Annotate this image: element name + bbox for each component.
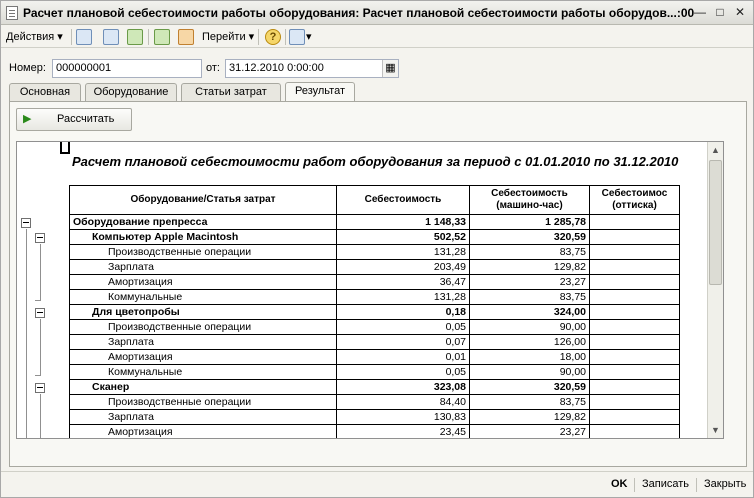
row-name-cell[interactable]: Оборудование препресса bbox=[70, 215, 337, 230]
toolbar-separator bbox=[285, 29, 286, 45]
outline-line bbox=[35, 375, 41, 376]
row-cost-per-hour-cell[interactable]: 129,82 bbox=[470, 410, 590, 425]
table-row bbox=[70, 365, 680, 380]
row-name-cell[interactable]: Производственные операции bbox=[70, 395, 337, 410]
row-cost-per-print-cell[interactable] bbox=[590, 410, 680, 425]
row-cost-cell[interactable]: 131,28 bbox=[337, 245, 470, 260]
window-title: Расчет плановой себестоимости работы оборудования: Расчет плановой себестоимости работы оборудов...:00 bbox=[23, 6, 695, 20]
row-cost-cell[interactable]: 23,45 bbox=[337, 425, 470, 440]
toolbar-separator bbox=[148, 29, 149, 45]
save-record-icon[interactable] bbox=[76, 29, 92, 45]
row-cost-per-hour-cell[interactable]: 90,00 bbox=[470, 365, 590, 380]
row-cost-per-print-cell[interactable] bbox=[590, 395, 680, 410]
row-name-cell[interactable]: Зарплата bbox=[70, 260, 337, 275]
cell-cursor bbox=[60, 141, 70, 154]
collapse-group-icon[interactable] bbox=[35, 383, 45, 393]
row-cost-cell[interactable]: 0,18 bbox=[337, 305, 470, 320]
table-row bbox=[70, 410, 680, 425]
row-cost-per-hour-cell[interactable]: 23,27 bbox=[470, 425, 590, 440]
cost-table bbox=[69, 185, 680, 439]
unpost-document-icon[interactable] bbox=[178, 29, 194, 45]
bottom-button-bar bbox=[1, 471, 753, 497]
row-name-cell[interactable]: Амортизация bbox=[70, 350, 337, 365]
tab-cost-items[interactable]: Статьи затрат bbox=[181, 83, 281, 101]
copy-icon[interactable] bbox=[127, 29, 143, 45]
outline-line bbox=[26, 229, 27, 439]
row-cost-per-hour-cell[interactable]: 23,27 bbox=[470, 275, 590, 290]
actions-menu[interactable]: Действия ▾ bbox=[6, 31, 63, 43]
tab-equipment[interactable]: Оборудование bbox=[85, 83, 177, 101]
table-row bbox=[70, 275, 680, 290]
outline-line bbox=[40, 394, 41, 439]
table-row bbox=[70, 335, 680, 350]
row-name-cell[interactable]: Зарплата bbox=[70, 410, 337, 425]
outline-line bbox=[40, 244, 41, 300]
row-cost-cell[interactable]: 502,52 bbox=[337, 230, 470, 245]
table-row bbox=[70, 230, 680, 245]
table-row bbox=[70, 290, 680, 305]
row-name-cell[interactable]: Амортизация bbox=[70, 275, 337, 290]
tab-result[interactable]: Результат bbox=[285, 82, 355, 102]
toolbar bbox=[1, 26, 753, 48]
report-spreadsheet[interactable] bbox=[16, 141, 724, 439]
goto-menu[interactable]: Перейти ▾ bbox=[202, 31, 255, 43]
button-separator bbox=[696, 478, 697, 492]
row-cost-per-hour-cell[interactable]: 129,82 bbox=[470, 260, 590, 275]
row-cost-cell[interactable]: 203,49 bbox=[337, 260, 470, 275]
calendar-icon[interactable]: ▦ bbox=[382, 60, 398, 77]
column-header-cost-per-hour: Себестоимость (машино-час) bbox=[470, 186, 590, 215]
vertical-scrollbar[interactable] bbox=[707, 142, 723, 438]
column-header-cost: Себестоимость bbox=[337, 186, 470, 215]
number-field[interactable]: 000000001 bbox=[52, 59, 202, 78]
row-name-cell[interactable]: Для цветопробы bbox=[70, 305, 337, 320]
refresh-icon[interactable] bbox=[103, 29, 119, 45]
row-cost-per-hour-cell[interactable]: 324,00 bbox=[470, 305, 590, 320]
date-value: 31.12.2010 0:00:00 bbox=[229, 62, 324, 74]
post-document-icon[interactable] bbox=[154, 29, 170, 45]
table-row bbox=[70, 260, 680, 275]
scroll-thumb[interactable] bbox=[709, 160, 722, 285]
row-cost-per-print-cell[interactable] bbox=[590, 335, 680, 350]
row-cost-cell[interactable]: 323,08 bbox=[337, 380, 470, 395]
row-cost-per-hour-cell[interactable]: 320,59 bbox=[470, 230, 590, 245]
table-row bbox=[70, 320, 680, 335]
column-header-equipment: Оборудование/Статья затрат bbox=[70, 186, 337, 215]
row-cost-per-print-cell[interactable] bbox=[590, 275, 680, 290]
table-row bbox=[70, 395, 680, 410]
row-cost-cell[interactable]: 0,05 bbox=[337, 320, 470, 335]
row-cost-cell[interactable]: 36,47 bbox=[337, 275, 470, 290]
column-header-cost-per-print: Себестоимос (оттиска) bbox=[590, 186, 680, 215]
save-button[interactable]: Записать bbox=[642, 478, 690, 490]
table-row bbox=[70, 425, 680, 440]
minimize-button[interactable]: — bbox=[694, 5, 706, 19]
row-name-cell[interactable]: Производственные операции bbox=[70, 245, 337, 260]
row-cost-cell[interactable]: 131,28 bbox=[337, 290, 470, 305]
row-cost-per-print-cell[interactable] bbox=[590, 425, 680, 440]
table-row bbox=[70, 380, 680, 395]
row-cost-cell[interactable]: 0,07 bbox=[337, 335, 470, 350]
row-cost-per-hour-cell[interactable]: 83,75 bbox=[470, 245, 590, 260]
date-label: от: bbox=[206, 62, 220, 74]
collapse-group-icon[interactable] bbox=[21, 218, 31, 228]
row-cost-per-print-cell[interactable] bbox=[590, 350, 680, 365]
title-bar bbox=[1, 1, 753, 25]
scroll-up-arrow[interactable]: ▲ bbox=[711, 145, 720, 155]
button-separator bbox=[634, 478, 635, 492]
row-cost-per-print-cell[interactable] bbox=[590, 260, 680, 275]
row-cost-cell[interactable]: 84,40 bbox=[337, 395, 470, 410]
number-label: Номер: bbox=[9, 62, 46, 74]
row-cost-cell[interactable]: 0,01 bbox=[337, 350, 470, 365]
structure-menu-arrow[interactable]: ▾ bbox=[306, 31, 312, 43]
table-row bbox=[70, 350, 680, 365]
row-cost-per-print-cell[interactable] bbox=[590, 365, 680, 380]
row-cost-per-print-cell[interactable] bbox=[590, 320, 680, 335]
date-field[interactable] bbox=[225, 59, 399, 78]
row-name-cell[interactable]: Компьютер Apple Macintosh bbox=[70, 230, 337, 245]
help-icon[interactable]: ? bbox=[265, 29, 281, 45]
play-icon: ▶ bbox=[23, 113, 32, 125]
row-cost-per-hour-cell[interactable]: 83,75 bbox=[470, 290, 590, 305]
document-icon bbox=[6, 6, 18, 20]
collapse-group-icon[interactable] bbox=[35, 233, 45, 243]
row-name-cell[interactable]: Производственные операции bbox=[70, 320, 337, 335]
structure-icon[interactable] bbox=[289, 29, 305, 45]
row-name-cell[interactable]: Коммунальные bbox=[70, 290, 337, 305]
row-cost-per-hour-cell[interactable]: 90,00 bbox=[470, 320, 590, 335]
row-cost-per-hour-cell[interactable]: 126,00 bbox=[470, 335, 590, 350]
row-name-cell[interactable]: Амортизация bbox=[70, 425, 337, 440]
close-window-button[interactable]: ✕ bbox=[734, 5, 746, 19]
row-name-cell[interactable]: Коммунальные bbox=[70, 365, 337, 380]
table-row bbox=[70, 215, 680, 230]
row-cost-per-hour-cell[interactable]: 1 285,78 bbox=[470, 215, 590, 230]
tab-main[interactable]: Основная bbox=[9, 83, 81, 101]
row-cost-cell[interactable]: 1 148,33 bbox=[337, 215, 470, 230]
row-cost-per-print-cell[interactable] bbox=[590, 380, 680, 395]
row-cost-per-print-cell[interactable] bbox=[590, 290, 680, 305]
report-title: Расчет плановой себестоимости работ оборудования за период с 01.01.2010 по 31.12.2010 bbox=[72, 154, 679, 169]
row-cost-per-print-cell[interactable] bbox=[590, 230, 680, 245]
row-cost-cell[interactable]: 130,83 bbox=[337, 410, 470, 425]
row-cost-per-print-cell[interactable] bbox=[590, 305, 680, 320]
outline-line bbox=[40, 319, 41, 375]
row-cost-per-hour-cell[interactable]: 18,00 bbox=[470, 350, 590, 365]
collapse-group-icon[interactable] bbox=[35, 308, 45, 318]
calculate-button-label: Рассчитать bbox=[57, 113, 115, 125]
table-row bbox=[70, 305, 680, 320]
row-name-cell[interactable]: Сканер bbox=[70, 380, 337, 395]
row-cost-per-print-cell[interactable] bbox=[590, 245, 680, 260]
restore-button[interactable]: □ bbox=[716, 5, 724, 19]
row-name-cell[interactable]: Зарплата bbox=[70, 335, 337, 350]
row-cost-cell[interactable]: 0,05 bbox=[337, 365, 470, 380]
calculate-button[interactable] bbox=[16, 108, 132, 131]
row-cost-per-hour-cell[interactable]: 320,59 bbox=[470, 380, 590, 395]
toolbar-separator bbox=[258, 29, 259, 45]
row-cost-per-print-cell[interactable] bbox=[590, 215, 680, 230]
row-cost-per-hour-cell[interactable]: 83,75 bbox=[470, 395, 590, 410]
ok-button[interactable]: OK bbox=[611, 478, 628, 490]
outline-line bbox=[35, 300, 41, 301]
table-row bbox=[70, 245, 680, 260]
scroll-down-arrow[interactable]: ▼ bbox=[711, 425, 720, 435]
toolbar-separator bbox=[71, 29, 72, 45]
close-button[interactable]: Закрыть bbox=[704, 478, 747, 490]
